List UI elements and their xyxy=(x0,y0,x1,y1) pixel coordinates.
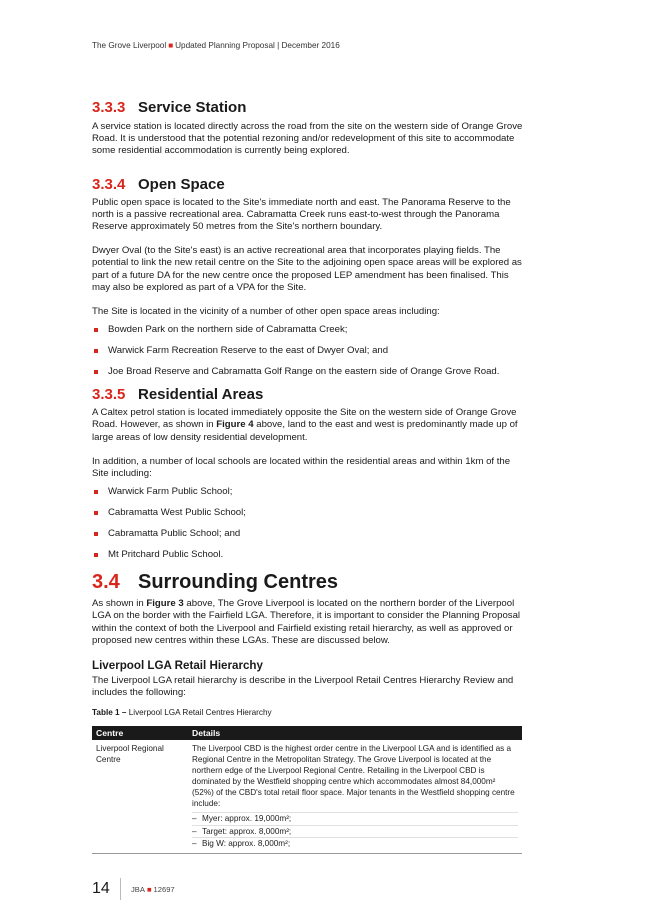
page-number: 14 xyxy=(92,880,110,897)
bullet-list xyxy=(92,486,524,561)
bullet-icon xyxy=(94,553,98,557)
paragraph: Public open space is located to the Site's immediate north and east. The Panorama Reserve to the north is a passive recreational area. Cabramatta Creek runs east-to-west through the Panorama Reserve approximately 50 metres from the Site's northern boundary. xyxy=(92,196,511,233)
header-title: The Grove Liverpool xyxy=(92,41,167,50)
list-item-text: Cabramatta West Public School; xyxy=(108,507,246,519)
running-header xyxy=(92,41,340,50)
text-run: As shown in xyxy=(92,598,147,610)
column-header-centre: Centre xyxy=(92,726,188,740)
table-header-row xyxy=(92,726,522,740)
table-row xyxy=(92,740,522,853)
table-caption-text: Liverpool LGA Retail Centres Hierarchy xyxy=(126,708,272,718)
table-cell-centre: Liverpool Regional Centre xyxy=(92,740,188,853)
page-footer xyxy=(92,878,175,900)
header-dot-icon: ■ xyxy=(168,41,174,50)
bullet-icon xyxy=(94,328,98,332)
list-item-text: Bowden Park on the northern side of Cabramatta Creek; xyxy=(108,324,348,336)
section-title: Surrounding Centres xyxy=(138,571,339,594)
section-number: 3.3.4 xyxy=(92,175,126,193)
list-item-text: Joe Broad Reserve and Cabramatta Golf Range on the eastern side of Orange Grove Road. xyxy=(108,366,500,378)
list-item-text: Cabramatta Public School; and xyxy=(108,528,241,540)
paragraph: The Liverpool LGA retail hierarchy is describe in the Liverpool Retail Centres Hierarchy Review and includes the following: xyxy=(92,675,514,699)
section-heading xyxy=(92,99,524,116)
section-3-3-4 xyxy=(92,176,524,379)
column-header-details: Details xyxy=(188,726,522,740)
paragraph: In addition, a number of local schools are located within the residential areas and within 1km of the Site including: xyxy=(92,455,511,480)
section-number: 3.3.3 xyxy=(92,99,126,116)
bullet-icon xyxy=(94,490,98,494)
section-heading xyxy=(92,571,524,594)
text-run: above, land to the east and west is predominantly made up of large areas of low density residential development. xyxy=(92,419,518,443)
tenant-list xyxy=(192,812,518,850)
text-run: above, The Grove Liverpool is located on the northern border of the Liverpool LGA on the border with the Fairfield LGA. Therefore, it is important to consider the Planning Proposal within the context of both the Liverpool and Fairfield existing retail hierarchy, as well as approved or proposed new centres within these LGAs. These are discussed below. xyxy=(92,598,521,646)
bullet-icon xyxy=(94,532,98,536)
section-3-3-3 xyxy=(92,99,524,158)
list-item xyxy=(92,549,524,561)
list-item: – Target: approx. 8,000m²; xyxy=(192,825,518,838)
liverpool-retail-hierarchy xyxy=(92,659,524,699)
list-item xyxy=(92,324,524,336)
list-item xyxy=(92,528,524,540)
list-item: – Big W: approx. 8,000m²; xyxy=(192,837,518,850)
footer-brand xyxy=(131,885,175,894)
section-title: Service Station xyxy=(138,99,247,116)
paragraph xyxy=(92,598,524,647)
list-item xyxy=(92,366,524,378)
section-number: 3.3.5 xyxy=(92,386,126,404)
list-item-text: Mt Pritchard Public School. xyxy=(108,549,224,561)
table-cell-details xyxy=(188,740,522,853)
table-caption-label: Table 1 – xyxy=(92,708,127,718)
project-code: 12697 xyxy=(153,884,175,894)
paragraph: The Site is located in the vicinity of a number of other open space areas including: xyxy=(92,306,440,318)
footer-divider xyxy=(120,878,121,900)
list-item xyxy=(92,345,524,357)
text-run: A Caltex petrol station is located immediately opposite the Site on the western side of Orange Grove Road. However, as shown in xyxy=(92,407,517,431)
subheading: Liverpool LGA Retail Hierarchy xyxy=(92,659,263,673)
cell-text: The Liverpool CBD is the highest order centre in the Liverpool LGA and is identified as a Regional Centre in the Metropolitan Strategy. The Grove Liverpool is located at the northern edge of the Liverpool Regional Centre. Retailing in the Liverpool CBD is dominated by the Westfield shopping centre which accommodates almost 84,000m² (52%) of the CBD's total retail floor space. Major tenants in the Westfield shopping centre include: xyxy=(192,744,515,809)
section-heading xyxy=(92,176,524,193)
bullet-list xyxy=(92,324,524,378)
figure-reference: Figure 4 xyxy=(216,419,254,431)
header-subtitle: Updated Planning Proposal | December 2016 xyxy=(175,41,340,50)
list-item-text: Warwick Farm Recreation Reserve to the east of Dwyer Oval; and xyxy=(108,345,389,357)
bullet-icon xyxy=(94,511,98,515)
paragraph: Dwyer Oval (to the Site's east) is an active recreational area that incorporates playing fields. The potential to link the new retail centre on the Site to the adjoining open space areas will be explored as part of a future DA for the new centre once the proposed LEP amendment has been finalised. This may also be explored as part of a VPA for the Site. xyxy=(92,245,522,293)
figure-reference: Figure 3 xyxy=(146,598,184,610)
section-number: 3.4 xyxy=(92,571,120,594)
list-item xyxy=(92,507,524,519)
section-title: Open Space xyxy=(138,175,225,193)
page-content xyxy=(92,94,524,854)
list-item-text: Warwick Farm Public School; xyxy=(108,486,233,498)
section-title: Residential Areas xyxy=(138,386,264,404)
section-3-3-5 xyxy=(92,386,524,561)
paragraph: A service station is located directly across the road from the site on the western side of Orange Grove Road. It is understood that the potential rezoning and/or redevelopment of this site to accommodate some residential accommodation is currently being explored. xyxy=(92,121,523,157)
bullet-icon xyxy=(94,370,98,374)
section-heading xyxy=(92,386,524,403)
brand-name: JBA xyxy=(131,884,145,894)
list-item: – Myer: approx. 19,000m²; xyxy=(192,812,518,825)
table-caption xyxy=(92,708,524,717)
brand-dot-icon: ■ xyxy=(146,884,152,894)
paragraph xyxy=(92,407,524,444)
bullet-icon xyxy=(94,349,98,353)
retail-hierarchy-table xyxy=(92,726,522,854)
section-3-4 xyxy=(92,571,524,647)
list-item xyxy=(92,486,524,498)
